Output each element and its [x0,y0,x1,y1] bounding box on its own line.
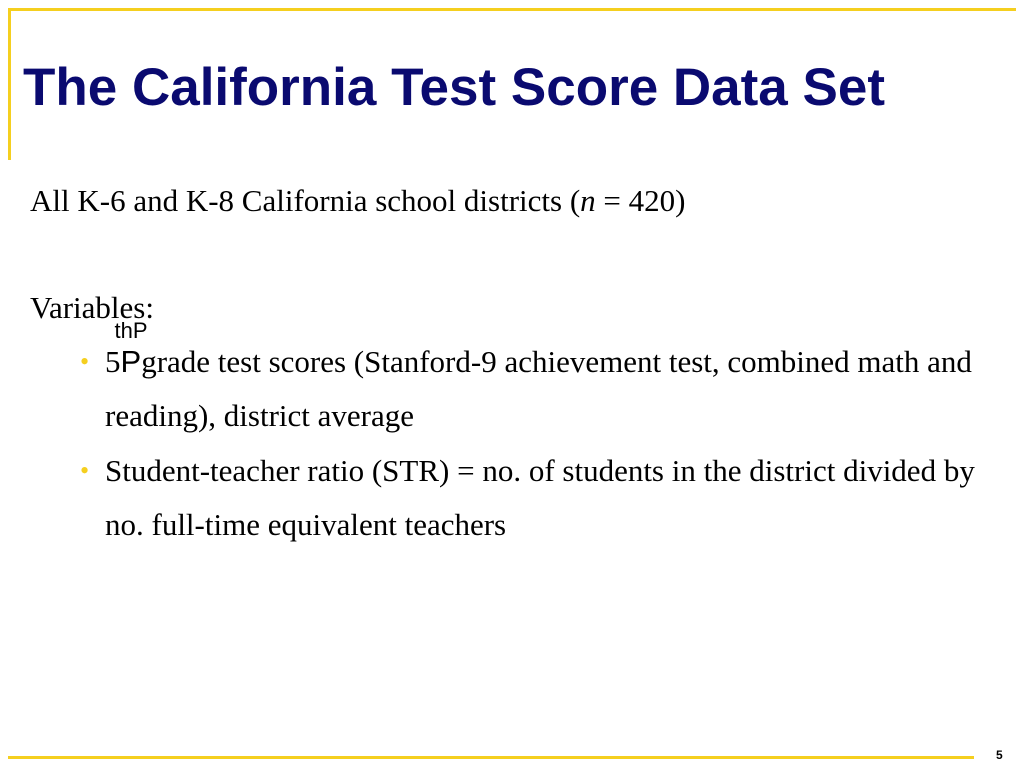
item-glyph: P [120,344,142,379]
bullet-icon: • [80,456,90,485]
variables-label: Variables: [30,290,154,325]
superscript-text: thP [114,318,148,343]
list-item [80,318,1005,443]
frame-top-border [8,8,1016,11]
list-item [80,444,1005,552]
list-item-text: Student-teacher ratio (STR) = no. of students in the district divided by no. full-time equivalent teachers [105,453,975,542]
item-text: grade test scores (Stanford-9 achievement test, combined math and reading), district average [105,344,972,433]
slide-title: The California Test Score Data Set [23,58,885,117]
frame-left-border [8,8,11,160]
bullet-icon: • [80,347,90,376]
intro-n-variable: n [580,183,596,218]
page-number: 5 [996,748,1003,762]
intro-line [30,181,685,221]
superscript-wrap [114,318,148,379]
intro-text-post: = 420) [595,183,686,218]
intro-text-pre: All K-6 and K-8 California school districts ( [30,183,581,218]
list-item-text [105,318,1005,443]
item-lead: 5 [105,344,121,379]
footer-rule [8,756,974,759]
